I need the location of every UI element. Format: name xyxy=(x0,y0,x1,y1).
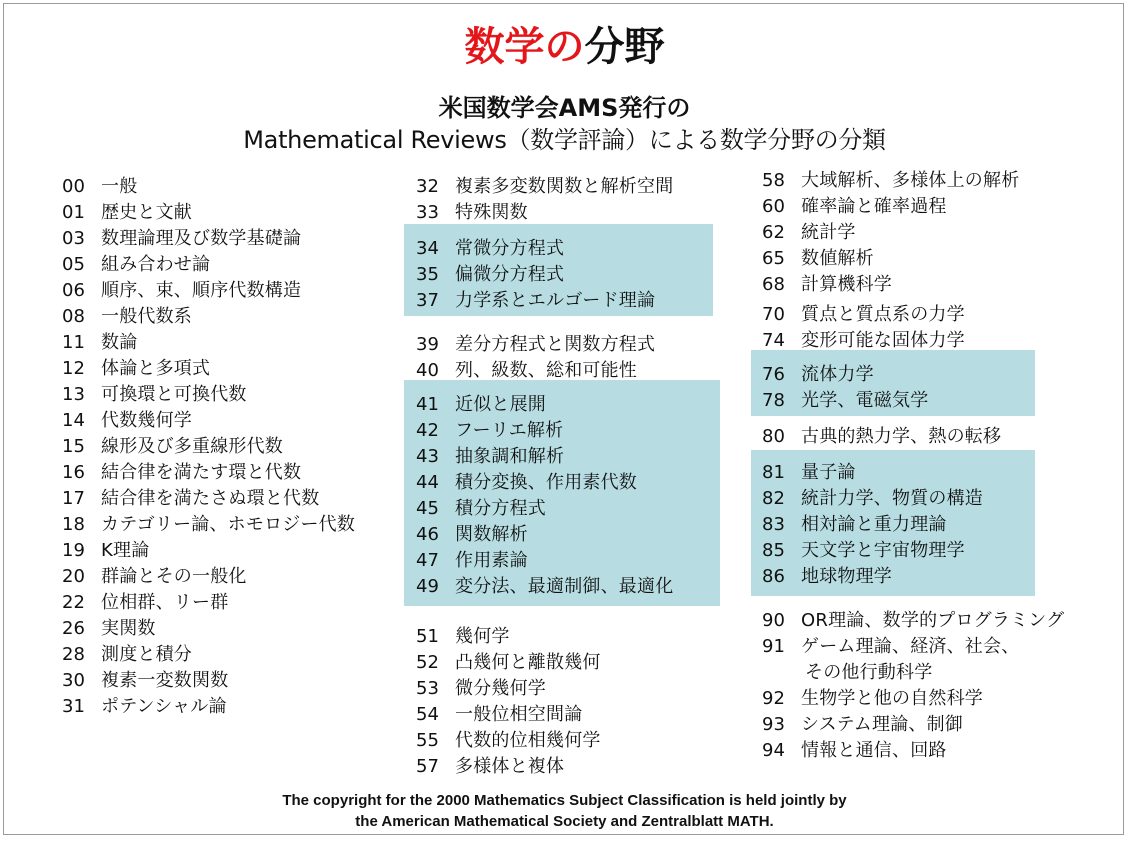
list-item xyxy=(762,660,932,686)
list-item xyxy=(762,712,963,738)
subject-code: 76 xyxy=(762,364,785,385)
subject-label: 多様体と複体 xyxy=(455,756,565,777)
subject-label: 大域解析、多様体上の解析 xyxy=(801,170,1020,191)
list-item xyxy=(62,616,156,642)
subject-label: 生物学と他の自然科学 xyxy=(801,688,983,709)
subject-label: 代数的位相幾何学 xyxy=(455,730,601,751)
title-rest: 分野 xyxy=(584,24,665,70)
subject-code: 90 xyxy=(762,610,785,631)
subject-code: 35 xyxy=(416,264,439,285)
subtitle-line-2: Mathematical Reviews（数学評論）による数学分野の分類 xyxy=(243,126,886,154)
subject-label: ポテンシャル論 xyxy=(101,696,227,717)
subject-label: 地球物理学 xyxy=(801,566,892,587)
subject-code: 12 xyxy=(62,358,85,379)
subject-label: 複素多変数関数と解析空間 xyxy=(455,176,674,197)
list-item xyxy=(416,522,528,548)
subject-code: 17 xyxy=(62,488,85,509)
subject-code: 19 xyxy=(62,540,85,561)
subject-label: 計算機科学 xyxy=(801,274,892,295)
list-item xyxy=(416,288,655,314)
subject-label: 一般代数系 xyxy=(101,306,192,327)
subject-code: 06 xyxy=(62,280,85,301)
subject-code: 91 xyxy=(762,636,785,657)
list-item xyxy=(62,330,137,356)
subject-code: 81 xyxy=(762,462,785,483)
list-item xyxy=(62,460,301,486)
subject-label: 実関数 xyxy=(101,618,156,639)
list-item xyxy=(416,754,564,780)
subject-label: 関数解析 xyxy=(455,524,528,545)
list-item xyxy=(416,574,673,600)
list-item xyxy=(62,512,355,538)
list-item xyxy=(62,200,192,226)
subject-code: 83 xyxy=(762,514,785,535)
list-item xyxy=(762,194,947,220)
subject-label: 結合律を満たす環と代数 xyxy=(101,462,302,483)
subject-label: カテゴリー論、ホモロジー代数 xyxy=(101,514,356,535)
list-item xyxy=(762,220,856,246)
subject-code: 00 xyxy=(62,176,85,197)
list-item xyxy=(62,382,247,408)
subject-label: 作用素論 xyxy=(455,550,528,571)
subject-label: 抽象調和解析 xyxy=(455,446,565,467)
list-item xyxy=(62,356,210,382)
subject-label: 数値解析 xyxy=(801,248,874,269)
subject-code: 41 xyxy=(416,394,439,415)
subject-code: 26 xyxy=(62,618,85,639)
subject-code: 03 xyxy=(62,228,85,249)
subject-code: 92 xyxy=(762,688,785,709)
subject-label: 質点と質点系の力学 xyxy=(801,304,965,325)
subject-code: 15 xyxy=(62,436,85,457)
subject-code: 51 xyxy=(416,626,439,647)
subject-label: 測度と積分 xyxy=(101,644,192,665)
list-item xyxy=(62,252,210,278)
subject-code: 54 xyxy=(416,704,439,725)
list-item xyxy=(62,304,192,330)
subject-code: 86 xyxy=(762,566,785,587)
subject-label: 歴史と文献 xyxy=(101,202,192,223)
subtitle-line-1: 米国数学会AMS発行の xyxy=(438,94,691,122)
list-item xyxy=(762,608,1064,634)
title-accent: 数学の xyxy=(464,24,585,70)
list-item xyxy=(62,538,149,564)
subject-code: 53 xyxy=(416,678,439,699)
copyright-line-2: the American Mathematical Society and Zentralblatt MATH. xyxy=(355,813,774,830)
copyright-line-1: The copyright for the 2000 Mathematics Subject Classification is held jointly by xyxy=(282,792,847,809)
list-item xyxy=(416,444,564,470)
list-item xyxy=(62,174,137,200)
subject-code: 74 xyxy=(762,330,785,351)
subject-label: 差分方程式と関数方程式 xyxy=(455,334,656,355)
subject-code: 31 xyxy=(62,696,85,717)
list-item xyxy=(62,226,301,252)
subject-label: K理論 xyxy=(101,540,150,561)
list-item xyxy=(762,460,856,486)
subject-code: 52 xyxy=(416,652,439,673)
list-item xyxy=(416,650,601,676)
subject-code: 93 xyxy=(762,714,785,735)
list-item xyxy=(762,512,947,538)
list-item xyxy=(416,236,564,262)
subject-label: 近似と展開 xyxy=(455,394,546,415)
subject-code: 49 xyxy=(416,576,439,597)
subject-label: 積分方程式 xyxy=(455,498,546,519)
subject-label: 結合律を満たさぬ環と代数 xyxy=(101,488,320,509)
subject-label: 一般位相空間論 xyxy=(455,704,583,725)
subject-code: 80 xyxy=(762,426,785,447)
subject-code: 30 xyxy=(62,670,85,691)
list-item xyxy=(416,332,655,358)
subject-code: 01 xyxy=(62,202,85,223)
subject-label: 数論 xyxy=(101,332,138,353)
subject-code: 45 xyxy=(416,498,439,519)
subject-label: 光学、電磁気学 xyxy=(801,390,929,411)
list-item xyxy=(762,738,947,764)
subject-code: 11 xyxy=(62,332,85,353)
subject-code: 34 xyxy=(416,238,439,259)
subject-label: 天文学と宇宙物理学 xyxy=(801,540,965,561)
slide xyxy=(3,3,1124,835)
subject-code: 28 xyxy=(62,644,85,665)
subject-code: 68 xyxy=(762,274,785,295)
subject-label: 列、級数、総和可能性 xyxy=(455,360,637,381)
list-item xyxy=(762,328,965,354)
subject-label: 複素一変数関数 xyxy=(101,670,229,691)
subject-label: 確率論と確率過程 xyxy=(801,196,947,217)
subject-label: 一般 xyxy=(101,176,138,197)
subject-code: 05 xyxy=(62,254,85,275)
subject-code: 43 xyxy=(416,446,439,467)
subject-label: 微分幾何学 xyxy=(455,678,546,699)
subject-code: 60 xyxy=(762,196,785,217)
list-item xyxy=(762,538,965,564)
subject-code: 32 xyxy=(416,176,439,197)
list-item xyxy=(416,702,582,728)
subject-label: 情報と通信、回路 xyxy=(801,740,947,761)
subject-code: 70 xyxy=(762,304,785,325)
list-item xyxy=(762,246,874,272)
subject-code: 08 xyxy=(62,306,85,327)
subject-code: 13 xyxy=(62,384,85,405)
list-item xyxy=(416,358,637,384)
list-item xyxy=(416,728,601,754)
subject-code: 37 xyxy=(416,290,439,311)
list-item xyxy=(62,564,247,590)
subject-label: 可換環と可換代数 xyxy=(101,384,247,405)
subject-code: 47 xyxy=(416,550,439,571)
subject-code: 55 xyxy=(416,730,439,751)
list-item xyxy=(416,392,546,418)
list-item xyxy=(762,634,1019,660)
subject-code: 42 xyxy=(416,420,439,441)
subject-label: ゲーム理論、経済、社会、 xyxy=(801,636,1020,657)
subject-label: 変形可能な固体力学 xyxy=(801,330,965,351)
list-item xyxy=(416,624,510,650)
subject-label: 古典的熱力学、熱の転移 xyxy=(801,426,1002,447)
subject-code: 62 xyxy=(762,222,785,243)
subject-label: 統計学 xyxy=(801,222,856,243)
subject-code: 14 xyxy=(62,410,85,431)
list-item xyxy=(416,676,546,702)
list-item xyxy=(762,302,965,328)
subject-code: 18 xyxy=(62,514,85,535)
subject-code: 40 xyxy=(416,360,439,381)
subject-label: 幾何学 xyxy=(455,626,510,647)
subject-label: 線形及び多重線形代数 xyxy=(101,436,283,457)
list-item xyxy=(762,424,1001,450)
subject-label: 積分変換、作用素代数 xyxy=(455,472,637,493)
list-item xyxy=(62,668,228,694)
list-item xyxy=(416,200,528,226)
subject-code: 58 xyxy=(762,170,785,191)
list-item xyxy=(762,272,892,298)
list-item xyxy=(762,362,874,388)
subject-label: 位相群、リー群 xyxy=(101,592,229,613)
subject-label: 体論と多項式 xyxy=(101,358,211,379)
subject-label: 量子論 xyxy=(801,462,856,483)
list-item xyxy=(416,548,528,574)
subject-code: 20 xyxy=(62,566,85,587)
list-item xyxy=(62,486,319,512)
list-item xyxy=(62,694,227,720)
list-item xyxy=(416,496,546,522)
subject-label: その他行動科学 xyxy=(805,662,933,683)
list-item xyxy=(62,408,192,434)
subject-code: 33 xyxy=(416,202,439,223)
subject-code: 85 xyxy=(762,540,785,561)
subject-code: 94 xyxy=(762,740,785,761)
subject-label: 群論とその一般化 xyxy=(101,566,247,587)
subject-label: フーリエ解析 xyxy=(455,420,564,441)
list-item xyxy=(62,278,301,304)
subject-code: 22 xyxy=(62,592,85,613)
copyright-notice xyxy=(4,790,1125,832)
list-item xyxy=(416,174,673,200)
subject-label: 特殊関数 xyxy=(455,202,528,223)
subject-code: 57 xyxy=(416,756,439,777)
subject-code: 39 xyxy=(416,334,439,355)
list-item xyxy=(762,388,928,414)
subject-label: 変分法、最適制御、最適化 xyxy=(455,576,674,597)
subject-code: 16 xyxy=(62,462,85,483)
list-item xyxy=(762,168,1019,194)
subject-label: 組み合わせ論 xyxy=(101,254,211,275)
list-item xyxy=(416,418,563,444)
subject-label: 力学系とエルゴード理論 xyxy=(455,290,656,311)
subject-label: 常微分方程式 xyxy=(455,238,565,259)
subject-code: 82 xyxy=(762,488,785,509)
subject-label: 統計力学、物質の構造 xyxy=(801,488,983,509)
subject-label: システム理論、制御 xyxy=(801,714,963,735)
subject-label: 数理論理及び数学基礎論 xyxy=(101,228,302,249)
subject-label: 凸幾何と離散幾何 xyxy=(455,652,601,673)
list-item xyxy=(762,486,983,512)
page-title xyxy=(4,18,1125,76)
subject-label: 代数幾何学 xyxy=(101,410,192,431)
list-item xyxy=(416,470,637,496)
list-item xyxy=(62,590,228,616)
subject-label: 順序、束、順序代数構造 xyxy=(101,280,302,301)
subject-code: 65 xyxy=(762,248,785,269)
list-item xyxy=(762,686,983,712)
subject-code: 46 xyxy=(416,524,439,545)
subject-label: 流体力学 xyxy=(801,364,874,385)
subject-label: OR理論、数学的プログラミング xyxy=(801,610,1065,631)
subject-label: 偏微分方程式 xyxy=(455,264,565,285)
list-item xyxy=(62,434,283,460)
list-item xyxy=(762,564,892,590)
subject-code: 44 xyxy=(416,472,439,493)
subject-label: 相対論と重力理論 xyxy=(801,514,947,535)
list-item xyxy=(62,642,192,668)
list-item xyxy=(416,262,564,288)
subject-code: 78 xyxy=(762,390,785,411)
